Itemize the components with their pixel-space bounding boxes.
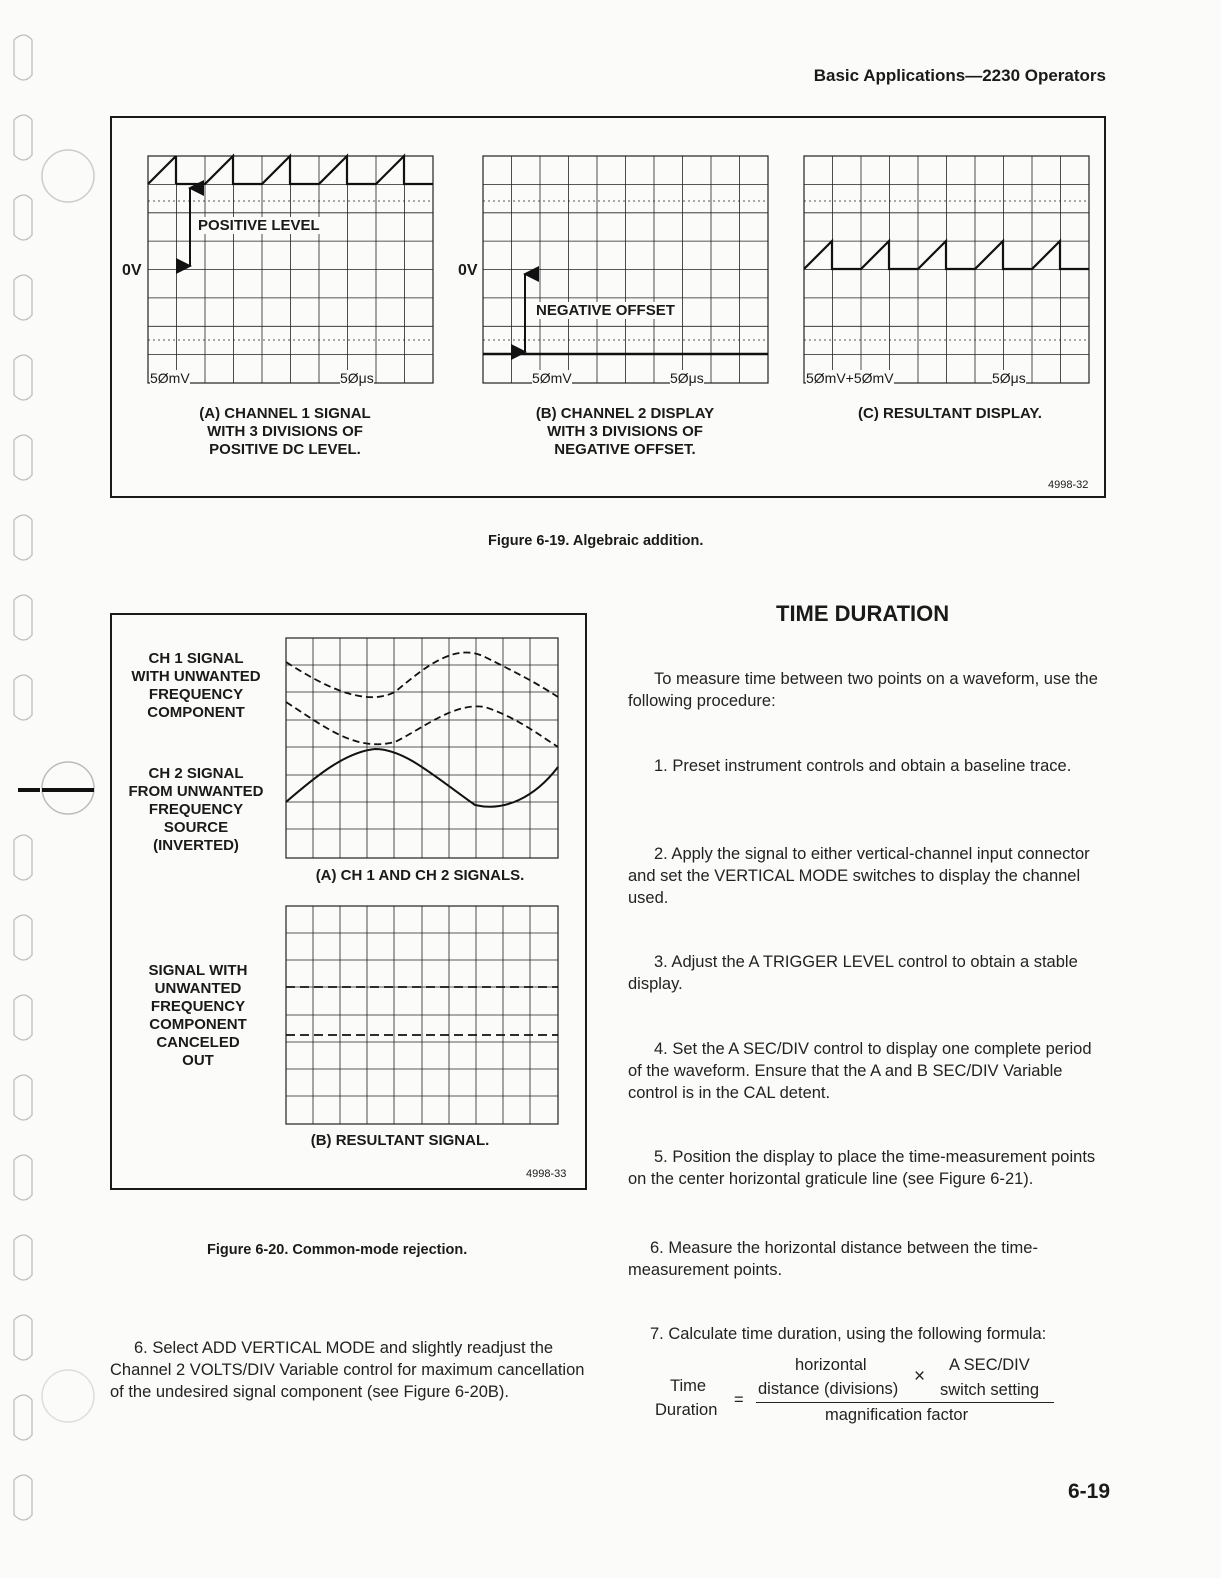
volts-a: 5ØmV	[150, 370, 190, 386]
page-number: 6-19	[1068, 1480, 1111, 1503]
scope-a-signals	[286, 638, 558, 858]
time-duration-intro: To measure time between two points on a waveform, use the following procedure:	[628, 670, 1098, 710]
caption-20b: (B) RESULTANT SIGNAL.	[310, 1132, 490, 1149]
caption-c: (C) RESULTANT DISPLAY.	[858, 405, 1042, 422]
time-c: 5Øμs	[992, 370, 1026, 386]
ch1-signal-label: CH 1 SIGNAL WITH UNWANTED FREQUENCY COMPONENT	[131, 650, 261, 721]
formula-equals: =	[734, 1391, 744, 1409]
figure-code-33: 4998-33	[526, 1168, 567, 1180]
punch-hole-1	[40, 148, 96, 204]
formula-distance: distance (divisions)	[758, 1380, 899, 1398]
time-duration-heading: TIME DURATION	[776, 601, 950, 626]
formula-switch-setting: switch setting	[940, 1381, 1040, 1399]
formula-times: ×	[914, 1366, 926, 1387]
caption-a: (A) CHANNEL 1 SIGNAL WITH 3 DIVISIONS OF POSITIVE DC LEVEL.	[199, 405, 371, 458]
ground-label-a: 0V	[122, 262, 142, 279]
punch-hole-2	[40, 760, 96, 816]
formula-lhs-bottom: Duration	[655, 1401, 718, 1419]
step-1: 1. Preset instrument controls and obtain a baseline trace.	[654, 757, 1072, 775]
ground-label-b: 0V	[458, 262, 478, 279]
time-b: 5Øμs	[670, 370, 704, 386]
figure-6-20-caption: Figure 6-20. Common-mode rejection.	[207, 1242, 468, 1258]
figure-6-19-caption: Figure 6-19. Algebraic addition.	[488, 533, 704, 549]
step-3: 3. Adjust the A TRIGGER LEVEL control to obtain a stable display.	[628, 953, 1078, 993]
scope-a	[148, 156, 433, 383]
volts-b: 5ØmV	[532, 370, 572, 386]
caption-b: (B) CHANNEL 2 DISPLAY WITH 3 DIVISIONS OF NEGATIVE OFFSET.	[535, 405, 715, 458]
resultant-signal-label: SIGNAL WITH UNWANTED FREQUENCY COMPONENT CANCELED OUT	[148, 962, 248, 1069]
running-header: Basic Applications—2230 Operators	[813, 66, 1106, 85]
step-7: 7. Calculate time duration, using the following formula:	[650, 1325, 1047, 1343]
formula-sec-div: A SEC/DIV	[949, 1356, 1030, 1374]
step-6-measure: 6. Measure the horizontal distance between the time-measurement points.	[628, 1239, 1038, 1279]
positive-level-label: POSITIVE LEVEL	[198, 217, 320, 234]
formula-fraction-bar	[756, 1402, 1054, 1403]
caption-20a: (A) CH 1 AND CH 2 SIGNALS.	[315, 867, 525, 884]
step-6-add-mode: 6. Select ADD VERTICAL MODE and slightly readjust the Channel 2 VOLTS/DIV Variable control for maximum cancellation of the undesired signal component (see Figure 6-20B).	[110, 1339, 585, 1401]
ch2-signal-label: CH 2 SIGNAL FROM UNWANTED FREQUENCY SOURCE (INVERTED)	[128, 765, 264, 854]
scope-b-resultant	[286, 906, 558, 1124]
step-5: 5. Position the display to place the time-measurement points on the center horizontal graticule line (see Figure 6-21).	[628, 1148, 1096, 1188]
punch-hole-3	[40, 1368, 96, 1424]
step-4: 4. Set the A SEC/DIV control to display one complete period of the waveform. Ensure that the A and B SEC/DIV Variable control is in the CAL detent.	[628, 1040, 1092, 1102]
volts-c: 5ØmV+5ØmV	[806, 370, 894, 386]
figure-code-32: 4998-32	[1048, 479, 1089, 491]
step-2: 2. Apply the signal to either vertical-channel input connector and set the VERTICAL MODE switches to display the channel used.	[628, 845, 1090, 907]
figure-6-19-scopes	[112, 140, 1102, 390]
negative-offset-label: NEGATIVE OFFSET	[536, 302, 675, 319]
scope-c	[804, 156, 1089, 383]
time-a: 5Øμs	[340, 370, 374, 386]
scope-b	[483, 156, 768, 383]
formula-lhs-top: Time	[670, 1377, 707, 1395]
formula-denominator: magnification factor	[825, 1406, 969, 1424]
formula-horizontal: horizontal	[795, 1356, 867, 1374]
